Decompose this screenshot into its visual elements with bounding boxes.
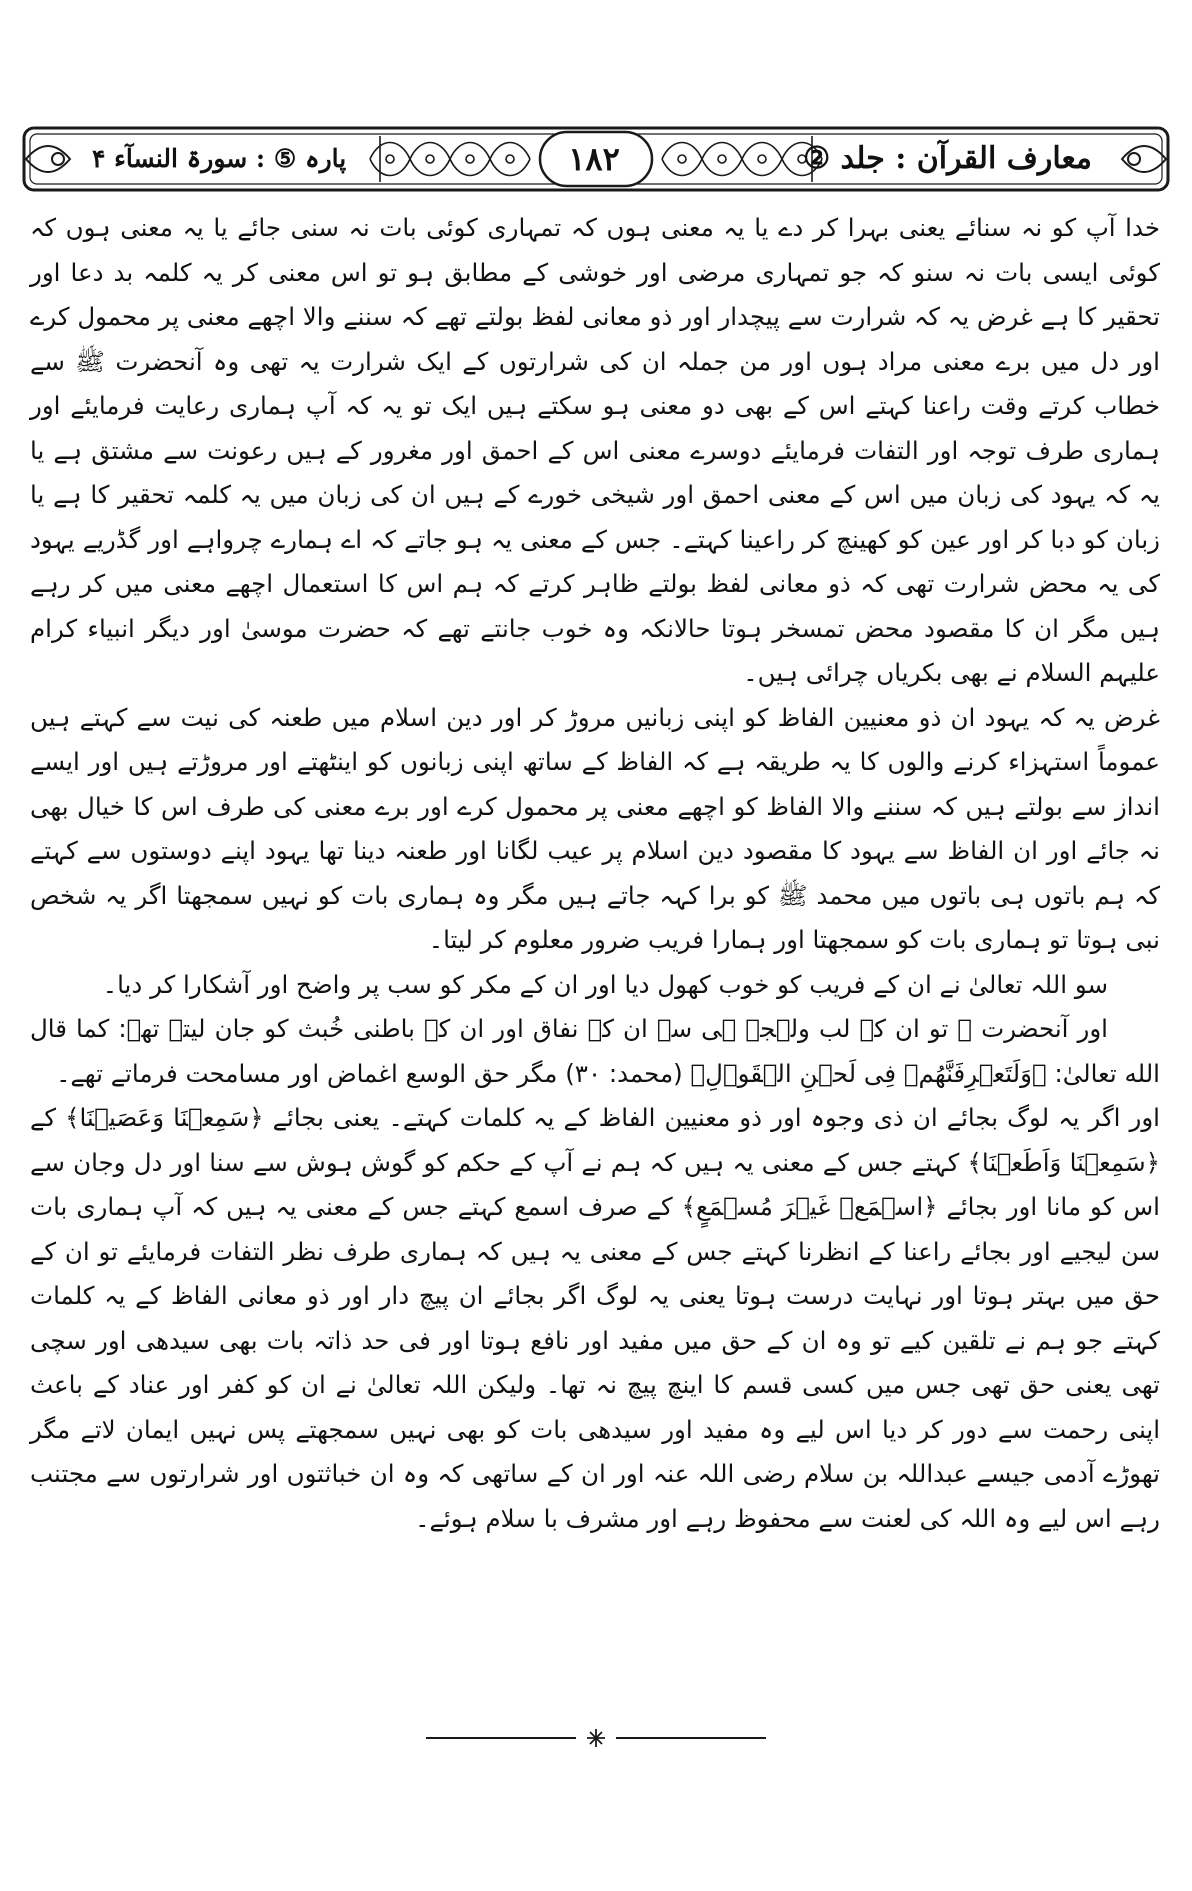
paragraph: اور اگر یہ لوگ بجائے ان ذی وجوہ اور ذو معنیین الفاظ کے یہ کلمات کہتے۔ یعنی بجائے ﴿سَمِعۡنَا وَعَصَيۡنَا﴾ کے ﴿سَمِعۡنَا وَاَطَعۡنَا﴾ کہتے جس کے معنی یہ ہیں کہ ہم نے آپ کے حکم کو گوش ہوش سے سنا اور دل وجان سے اس کو مانا اور بجائے ﴿اسۡمَعۡ غَيۡرَ مُسۡمَعٍ﴾ کے صرف اسمع کہتے جس کے معنی یہ ہیں کہ آپ ہماری بات سن لیجیے اور بجائے راعنا کے انظرنا کہتے جس کے معنی یہ ہیں کہ ہماری طرف نظر التفات فرمایئے تو ان کے حق میں بہتر ہوتا اور نہایت درست ہوتا یعنی یہ لوگ اگر بجائے ان پیچ دار اور ذو معانی الفاظ کے یہ کلمات کہتے جو ہم نے تلقین کیے تو وہ ان کے حق میں مفید اور نافع ہوتا اور فی حد ذاتہ بات بھی سیدھی اور سچی تھی یعنی حق تھی جس میں کسی قسم کا اینچ پیچ نہ تھا۔ ولیکن اللہ تعالیٰ نے ان کو کفر اور عناد کے باعث اپنی رحمت سے دور کر دیا اس لیے وہ مفید اور سیدھی بات کو بھی نہیں سمجھتے پس نہیں ایمان لاتے مگر تھوڑے آدمی جیسے عبداللہ بن سلام رضی اللہ عنہ اور ان کے ساتھی کہ وہ ان خباثتوں اور شرارتوں سے مجتنب رہے اس لیے وہ اللہ کی لعنت سے محفوظ رہے اور مشرف با سلام ہوئے۔ (30, 1103, 1160, 1533)
paragraph: اور آنحضرت ﷺ تو ان کے لب ولہجہ ہی سے ان کے نفاق اور ان کے باطنی خُبث کو جان لیتے تھے: کما قال الله تعالیٰ: ﴿وَلَتَعۡرِفَنَّهُمۡ فِى لَحۡنِ الۡقَوۡلِ﴾ (محمد: ۳۰) مگر حق الوسع اغماض اور مسامحت فرماتے تھے۔ (30, 1014, 1160, 1088)
page-number: ۱۸۲ (568, 140, 620, 178)
para-surah-info: پارہ ⑤ : سورۃ النسآء ۴ (92, 144, 347, 173)
section-end-divider (426, 1728, 766, 1748)
paragraph: غرض یہ کہ یہود ان ذو معنیین الفاظ کو اپنی زبانیں مروڑ کر اور دین اسلام میں طعنہ کی نیت سے کہتے ہیں عموماً استہزاء کرنے والوں کا یہ طریقہ ہے کہ الفاظ کے ساتھ اپنی زبانوں کو اینٹھتے اور مروڑتے ہیں اور ایسے انداز سے بولتے ہیں کہ سننے والا الفاظ کو اچھے معنی پر محمول کرے اور برے معنی کی طرف اس کا خیال بھی نہ جائے اور ان الفاظ سے یہود کا مقصود دین اسلام پر عیب لگانا اور طعنہ دینا تھا یہود اپنے دوستوں سے کہتے کہ ہم باتوں ہی باتوں میں محمد ﷺ کو برا کہہ جاتے ہیں مگر وہ ہماری بات کو نہیں سمجھتا اگر یہ شخص نبی ہوتا تو ہماری بات کو سمجھتا اور ہمارا فریب ضرور معلوم کر لیتا۔ (30, 702, 1160, 954)
right-end-ornament (1122, 146, 1166, 172)
left-end-ornament (26, 146, 70, 172)
paragraph: سو اللہ تعالیٰ نے ان کے فریب کو خوب کھول دیا اور ان کے مکر کو سب پر واضح اور آشکارا کر دیا۔ (102, 969, 1108, 999)
paragraph: خدا آپ کو نہ سنائے یعنی بہرا کر دے یا یہ معنی ہوں کہ تمہاری کوئی بات نہ سنی جائے یا یہ معنی ہوں کہ کوئی ایسی بات نہ سنو کہ جو تمہاری مرضی اور خوشی کے مطابق ہو تو اس معنی کر یہ کلمہ بد دعا اور تحقیر کا ہے غرض یہ کہ شرارت سے پیچدار اور ذو معانی لفظ بولتے تھے کہ سننے والا اچھے معنی پر محمول کرے اور دل میں برے معنی مراد ہوں اور من جملہ ان کی شرارتوں کے ایک شرارت یہ تھی وہ آنحضرت ﷺ سے خطاب کرتے وقت راعنا کہتے اس کے بھی دو معنی ہو سکتے ہیں ایک تو یہ کہ آپ ہماری رعایت فرمایئے اور ہماری طرف توجہ اور التفات فرمایئے دوسرے معنی اس کے احمق اور مغرور کے ہیں رعونت سے مشتق ہے یا یہ کہ یہود کی زبان میں اس کے معنی احمق اور شیخی خورے کے ہیں ان کی زبان میں یہ کلمہ تحقیر کا ہے یا زبان کو دبا کر اور عین کو کھینچ کر راعینا کہتے۔ جس کے معنی یہ ہو جاتے کہ اے ہمارے چرواہے اور گڈریے یہود کی یہ محض شرارت تھی کہ ذو معانی لفظ بولتے ظاہر کرتے کہ ہم اس کا استعمال اچھے معنی میں کر رہے ہیں مگر ان کا مقصود محض تمسخر ہوتا حالانکہ وہ خوب جانتے تھے کہ حضرت موسیٰ اور دیگر انبیاء کرام علیہم السلام نے بھی بکریاں چرائی ہیں۔ (30, 213, 1160, 687)
left-center-ornament (370, 136, 530, 182)
book-title: معارف القرآن : جلد ② (803, 141, 1092, 176)
body-text (30, 206, 1160, 1541)
right-center-ornament (662, 136, 822, 182)
star-ornament-icon (587, 1729, 605, 1747)
page-header (22, 124, 1170, 194)
